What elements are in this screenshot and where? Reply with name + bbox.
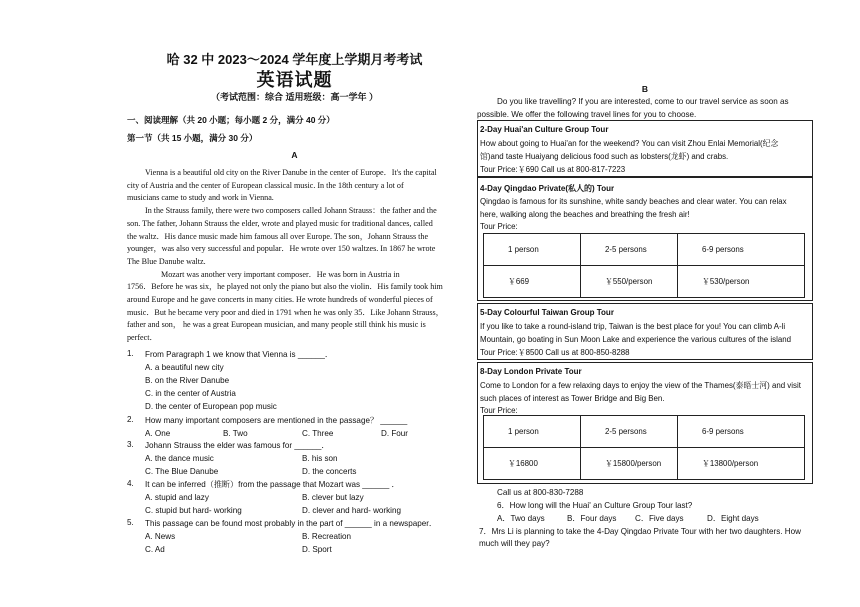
passage-b-intro bbox=[477, 96, 813, 121]
passage-line: around Europe and he gave concerts in many cities. He wrote hundreds of wonderful pieces of bbox=[127, 295, 433, 305]
option-d: D. Sport bbox=[302, 545, 332, 554]
option-c: C. stupid but hard- working bbox=[145, 506, 242, 515]
question-6-text: 6．How long will the Huai' an Culture Group Tour last? bbox=[497, 501, 693, 510]
passage-line: 1756．Before he was six，he played not only the piano but also the violin．His family took him bbox=[127, 282, 443, 292]
section1-heading: 第一节（共 15 小题，满分 30 分） bbox=[127, 133, 258, 143]
tour-text: Come to London for a few relaxing days to enjoy the view of the Thames(泰晤士河) and visit bbox=[480, 381, 801, 390]
table-row bbox=[484, 266, 805, 298]
passage-line: son. The father, Johann Strauss the elder, wrote and played music for traditional dances, called bbox=[127, 218, 433, 228]
passage-line: Mozart was another very important composer．He was born in Austria in bbox=[161, 269, 400, 279]
question-number: 5. bbox=[127, 518, 134, 527]
option-c: C. in the center of Austria bbox=[145, 389, 236, 398]
right-column bbox=[477, 0, 813, 607]
option-a: A. the dance music bbox=[145, 454, 214, 463]
option-b: B. his son bbox=[302, 454, 338, 463]
question-6-options bbox=[477, 513, 813, 525]
tour-title: 5-Day Colourful Taiwan Group Tour bbox=[480, 308, 614, 317]
passage-line: Vienna is a beautiful old city on the River Danube in the center of Europe．It's the capital bbox=[145, 168, 437, 177]
passage-line: perfect． bbox=[127, 333, 158, 343]
passage-a bbox=[127, 167, 462, 345]
option-d: D. the center of European pop music bbox=[145, 402, 277, 411]
question-4 bbox=[127, 479, 462, 517]
table-row bbox=[484, 448, 805, 480]
price-table-london bbox=[483, 415, 805, 480]
tour-text: Mountain, go boating in Sun Moon Lake and experience the various cultures of the island bbox=[480, 335, 792, 344]
passage-line: In the Strauss family, there were two composers called Johann Strauss：the father and the bbox=[145, 206, 437, 216]
option-b: B. Recreation bbox=[302, 532, 352, 541]
passage-line: father and son， he was a great European musician, and many people still think his music is bbox=[127, 320, 426, 330]
exam-scope-line: （考试范围：综合 适用班级：高一学年 ） bbox=[210, 92, 378, 102]
question-number: 1. bbox=[127, 349, 134, 358]
option-b: B. on the River Danube bbox=[145, 376, 230, 385]
table-cell: ￥669 bbox=[484, 266, 581, 298]
tour-text: such places of interest as Tower Bridge and Big Ben. bbox=[480, 394, 665, 403]
price-table-qingdao bbox=[483, 233, 805, 298]
option-b: B. Two bbox=[223, 429, 248, 438]
option-a: A．Two days bbox=[497, 514, 545, 523]
passage-line: city of Austria and the center of European classical music. In the 18th century a lot of bbox=[127, 180, 404, 190]
passage-line: younger，was also very successful and popular．He wrote over 150 waltzes. In 1867 he wrote bbox=[127, 244, 436, 254]
table-cell: ￥13800/person bbox=[678, 448, 805, 480]
tour-qingdao bbox=[477, 177, 813, 301]
table-header-cell: 6-9 persons bbox=[678, 234, 805, 266]
option-b: B．Four days bbox=[567, 514, 617, 523]
tour-text: How about going to Huai'an for the weekend? You can visit Zhou Enlai Memorial(纪念 bbox=[480, 139, 779, 148]
table-header-cell: 1 person bbox=[484, 416, 581, 448]
passage-line: musicians came to study and work in Vienna. bbox=[127, 193, 274, 203]
table-row bbox=[484, 416, 805, 448]
option-d: D. clever and hard- working bbox=[302, 506, 401, 515]
question-3 bbox=[127, 440, 462, 478]
question-2 bbox=[127, 415, 462, 439]
table-header-cell: 2-5 persons bbox=[581, 234, 678, 266]
tour-title: 4-Day Qingdao Private(私人的) Tour bbox=[480, 184, 615, 193]
table-header-cell: 2-5 persons bbox=[581, 416, 678, 448]
tour-title: 2-Day Huai'an Culture Group Tour bbox=[480, 125, 609, 134]
question-1 bbox=[127, 349, 462, 411]
question-number: 2. bbox=[127, 415, 134, 424]
passage-a-label: A bbox=[291, 150, 298, 160]
tour-text: here, walking along the beaches and breathing the fresh air! bbox=[480, 210, 690, 219]
question-text: From Paragraph 1 we know that Vienna is ______． bbox=[145, 350, 333, 359]
option-d: D. the concerts bbox=[302, 467, 357, 476]
table-header-cell: 1 person bbox=[484, 234, 581, 266]
question-text: This passage can be found most probably in the part of ______ in a newspaper． bbox=[145, 519, 438, 528]
tour-price: Tour Price:￥8500 Call us at 800-850-8288 bbox=[480, 348, 630, 357]
table-header-cell: 6-9 persons bbox=[678, 416, 805, 448]
part1-heading: 一、阅读理解（共 20 小题；每小题 2 分，满分 40 分） bbox=[127, 115, 335, 125]
question-7-line1: 7．Mrs Li is planning to take the 4-Day Qingdao Private Tour with her two daughters. How bbox=[479, 527, 801, 536]
option-a: A. stupid and lazy bbox=[145, 493, 209, 502]
tour-price-label: Tour Price: bbox=[480, 222, 518, 231]
question-number: 4. bbox=[127, 479, 134, 488]
question-text: How many important composers are mentioned in the passage？ ______ bbox=[145, 416, 408, 425]
intro-line: Do you like travelling? If you are interested, come to our travel service as soon as bbox=[497, 97, 789, 106]
option-c: C. Three bbox=[302, 429, 334, 438]
option-a: A. News bbox=[145, 532, 176, 541]
tour-taiwan bbox=[477, 303, 813, 360]
tour-price: Tour Price:￥690 Call us at 800-817-7223 bbox=[480, 165, 626, 174]
option-d: D. Four bbox=[381, 429, 408, 438]
option-c: C．Five days bbox=[635, 514, 684, 523]
table-cell: ￥550/person bbox=[581, 266, 678, 298]
tour-london bbox=[477, 362, 813, 484]
option-a: A. One bbox=[145, 429, 171, 438]
question-text: Johann Strauss the elder was famous for ______． bbox=[145, 441, 330, 450]
tour-title: 8-Day London Private Tour bbox=[480, 367, 582, 376]
table-cell: ￥16800 bbox=[484, 448, 581, 480]
question-5 bbox=[127, 518, 462, 556]
tour-text: Qingdao is famous for its sunshine, white sandy beaches and clear water. You can relax bbox=[480, 197, 787, 206]
tour-huaian bbox=[477, 120, 813, 177]
table-cell: ￥530/person bbox=[678, 266, 805, 298]
option-c: C. Ad bbox=[145, 545, 165, 554]
passage-line: The Blue Danube waltz. bbox=[127, 256, 206, 266]
exam-school-title: 哈 32 中 2023～2024 学年度上学期月考考试 bbox=[166, 52, 423, 67]
left-column bbox=[127, 0, 462, 607]
exam-subject-title: 英语试题 bbox=[256, 70, 333, 90]
intro-line: possible. We offer the following travel lines for you to choose. bbox=[477, 109, 697, 119]
table-row bbox=[484, 234, 805, 266]
london-call-line: Call us at 800-830-7288 bbox=[497, 488, 584, 497]
passage-b-label: B bbox=[641, 84, 649, 94]
option-a: A. a beautiful new city bbox=[145, 363, 224, 372]
option-b: B. clever but lazy bbox=[302, 493, 364, 502]
option-c: C. The Blue Danube bbox=[145, 467, 219, 476]
tour-price-label: Tour Price: bbox=[480, 406, 518, 415]
option-d: D．Eight days bbox=[707, 514, 759, 523]
tour-text: If you like to take a round-island trip, Taiwan is the best place for you! You can climb A-li bbox=[480, 322, 786, 331]
passage-line: music．But he became very poor and died in 1791 when he was only 35．Like Johann Strauss， bbox=[127, 307, 444, 317]
question-number: 3. bbox=[127, 440, 134, 449]
tour-text: 馆)and taste Huaiyang delicious food such as lobsters(龙虾) and crabs. bbox=[480, 152, 729, 161]
table-cell: ￥15800/person bbox=[581, 448, 678, 480]
question-7-line2: much will they pay? bbox=[479, 539, 550, 548]
passage-line: the waltz．His dance music made him famous all over Europe. The son，Johann Strauss the bbox=[127, 231, 429, 241]
question-text: It can be inferred（推断）from the passage that Mozart was ______ ． bbox=[145, 480, 400, 489]
